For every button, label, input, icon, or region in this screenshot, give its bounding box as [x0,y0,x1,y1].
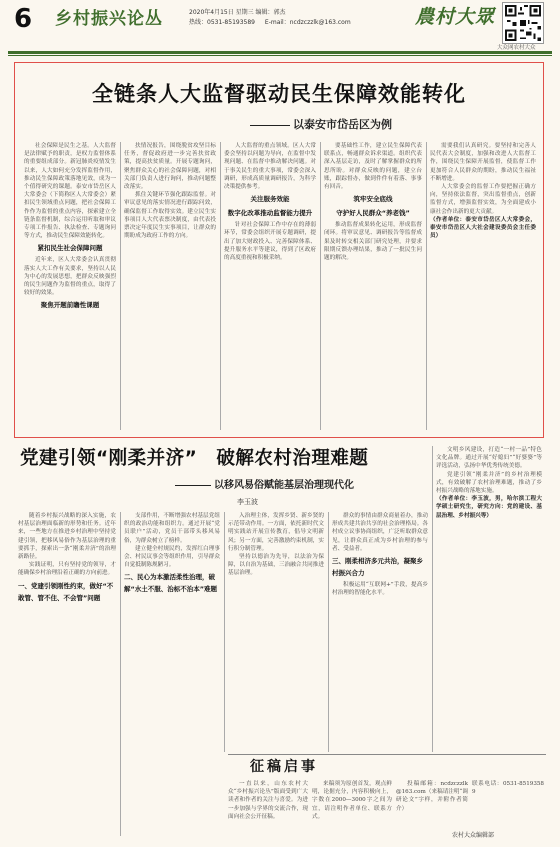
article1-signoff: （作者单位：泰安市岱岳区人大常委会，泰安市岱岳区人大社会建设委员会主任委员） [430,216,536,240]
article1-subsection-heading: 数字化改革推动监督能力提升 [227,209,313,218]
article1-column-1 [24,142,116,430]
paragraph: 人大监督的重点领域。区人大常委会坚持以问题为导向，在监督中发现问题、在监督中推动解决问题。对于事关民生的重大事项，常委会深入调研，形成高质量调研报告，为科学决策提供参考。 [224,143,316,191]
paragraph: 要基础性工作，建立民生保障代表联系点，畅通群众诉求渠道。组织代表深入基层走访，及时了解掌握群众的所思所盼。对群众反映的问题，建立台账，跟踪督办，做到件件有着落、事事有回音。 [324,143,422,191]
qr-label: 大众网农村大众 [497,45,536,51]
article1-subsection-heading: 筑牢安全底线 [353,195,393,204]
paragraph: 投稿邮箱：ncdzczzlk@163.com（来稿请注明“调研论文”字样，并附作者简介） [396,781,468,812]
paragraph: 随着乡村振兴战略的深入实施，农村基层治理面临新的形势和任务。近年来，一些地方在推进乡村治理中坚持党建引领，把移风易俗作为基层治理的重要抓手，探索出一条“刚柔并济”的治理新路径。 [18,513,116,561]
paragraph: 近年来，区人大常委会认真贯彻落实人大工作有关要求，坚持以人民为中心的发展思想，把群众反映强烈的民生问题作为监督的重点，取得了较好的效果。 [24,257,116,297]
article1-subhead-text: 以泰安市岱岳区为例 [293,118,392,131]
article1-column-3 [224,142,316,430]
call-for-papers-column-3 [396,780,468,834]
paragraph: 扶情况报告，围绕脱贫攻坚目标任务，督促政府进一步完善扶贫政策，提高扶贫质量。开展专题询问，聚焦群众关心的社会保障问题，对相关部门负责人进行询问，推动问题整改落实。 [124,143,216,191]
paragraph: 推动监督成果转化运用，形成监督闭环。将审议意见、调研报告等监督成果及时转交相关部门研究处理，并要求限期反馈办理结果，推动了一批民生问题的解决。 [324,222,422,262]
article1-subsection-heading: 聚焦开题前瞻性课题 [40,301,100,310]
page-number: 6 [14,4,33,34]
paragraph: 需要我们认真研究。要坚持和完善人民代表大会制度，加强和改进人大监督工作，围绕民生保障开展监督，使监督工作更加符合人民群众的期盼，推动民生福祉不断增进。 [430,143,536,182]
paragraph: 支部作用，不断增强农村基层党组织的政治功能和组织力。通过开展“党员联户”活动，党员干部带头移风易俗，为群众树立了榜样。 [124,513,220,544]
contact-phone: 联系电话：0531-85193589 [472,781,544,796]
paragraph: 文明乡风建设，打造“一村一品”特色文化品牌。通过开展“好媳妇”“好婆婆”等评选活动，弘扬中华优秀传统美德。 [436,447,542,470]
email: E-mail：ncdzczzlk@163.com [264,19,351,26]
column-divider [426,142,427,430]
article2-column-4 [332,512,428,752]
paragraph: 积极运用“互联网+”手段，提高乡村治理的智能化水平。 [332,582,428,597]
column-divider [220,142,221,430]
qr-code-icon [502,2,544,44]
article1-subsection-heading: 紧扣民生社会保障问题 [37,244,103,253]
masthead-logo: 農村大眾 [415,6,496,28]
paragraph: 实践证明，只有坚持党的领导，才能确保乡村治理沿着正确的方向前进。 [18,562,116,577]
article2-subsection-heading: 一、党建引领刚性约束，做好“不敢管、管不住、不会管”问题 [18,581,114,602]
call-for-papers-column-1 [228,780,308,834]
article2-signoff: （作者单位：李玉波，男，哈尔滨工程大学硕士研究生，研究方向：党的建设、基层治理、乡村振兴等） [436,496,542,519]
article1-subsection-heading: 关注服务效能 [250,195,290,204]
call-for-papers-column-4 [472,780,544,830]
column-divider [320,142,321,430]
header-rule [8,51,552,54]
article2-column-5 [436,446,542,752]
paragraph: 党建引领“刚柔并济”的乡村治理模式，有效破解了农村治理难题，推动了乡村振兴战略的落地实施。 [436,471,542,495]
paragraph: 社会保障是民生之基。人大监督是法律赋予的职责，是权力监督体系的重要组成部分。新冠肺炎疫情发生以来，人大如何充分发挥监督作用，推动民生保障政策落地见效，成为一个值得研究的课题。泰安市岱岳区人大常委会（下简称区人大常委会）紧扣民生领域重点问题，把社会保障工作作为监督的重点内容，探索建立全链条监督机制，综合运用听取和审议专项工作报告、执法检查、专题询问等方式，推动民生保障效能转化。 [24,143,116,240]
paragraph: 人大常委会的监督工作要把握正确方向，坚持依法监督，突出监督重点，创新监督方式，增强监督实效，为全面建成小康社会作出新的更大贡献。 [430,184,536,215]
article1-column-2 [124,142,216,430]
column-divider [120,142,121,430]
call-for-papers-column-2 [312,780,392,834]
column-divider [328,512,329,752]
zhengji-rule [228,754,546,755]
article1-subsection-heading: 守护好人民群众“养老钱” [336,209,410,218]
section-title: 乡村振兴论丛 [55,9,163,29]
date-line: 2020年4月15日 星期三 编辑：郭杰 [189,9,286,16]
article1-column-5 [430,142,536,430]
article2-subhead [175,479,354,493]
article2-column-2 [124,512,220,836]
paragraph: 坚持以德治为先导，以法治为保障，以自治为基础，三治融合共同推进基层治理。 [228,554,324,577]
call-for-papers-title: 征稿启事 [250,759,318,775]
article1-column-4 [324,142,422,430]
hotline: 热线：0531-85193589 [189,19,255,26]
column-divider [224,512,225,752]
paragraph: 入治理主体，发挥乡贤、新乡贤的示范带动作用。一方面，依托新时代文明实践站开展宣传教育，倡导文明新风；另一方面，完善激励约束机制，实行积分制管理。 [228,513,324,552]
article2-subsection-heading: 三、刚柔相济多元共治，凝聚乡村振兴合力 [332,557,423,578]
article1-subhead [250,117,392,132]
paragraph: 针对社会保障工作中存在的薄弱环节，常委会组织开展专题调研，提出了加大财政投入、完善保障体系、提升服务水平等建议，得到了区政府的高度重视和积极采纳。 [224,222,316,262]
article2-column-1 [18,512,116,836]
contact-line [189,19,351,27]
column-divider [120,512,121,836]
paragraph: 建立健全村规民约，发挥红白理事会、村民议事会等组织作用，引导群众自觉抵制陈规陋习。 [124,545,220,569]
editorial-department: 农村大众编辑部 [452,832,495,839]
paragraph: 抓住关键环节强化跟踪监督。对审议意见的落实情况进行跟踪问效，确保监督工作取得实效。建立民生实事项目人大代表票决制度，由代表投票决定年度民生实事项目，让群众的期盼成为政府工作的方向。 [124,192,216,240]
article2-column-3 [228,512,324,752]
paragraph: 来稿须为原创首发，观点鲜明，论据充分，内容积极向上，字数在2000—3000字之间为宜，请注明作者单位、联系方式。 [312,781,392,820]
column-divider [432,446,433,752]
article2-headline: 党建引领“刚柔并济” 破解农村治理难题 [20,448,369,469]
paragraph: 群众的事情由群众商量着办，推动形成共建共治共享的社会治理格局。各村成立议事协商组织，广泛听取群众意见，让群众真正成为乡村治理的参与者、受益者。 [332,513,428,552]
paragraph: 一直以来，山东农村大众“乡村振兴论丛”版面受到广大读者和作者的关注与喜爱。为进一步加强与学界的交流合作，现面向社会公开征稿。 [228,781,308,820]
header-rule-thin [8,55,552,56]
article2-subsection-heading: 二、民心为本激活柔性治理，破解“水土不服、治标不治本”难题 [124,573,218,594]
article1-headline: 全链条人大监督驱动民生保障效能转化 [92,82,466,106]
article2-subhead-text: 以移风易俗赋能基层治理现代化 [214,480,354,491]
article2-byline: 李玉波 [237,498,258,506]
